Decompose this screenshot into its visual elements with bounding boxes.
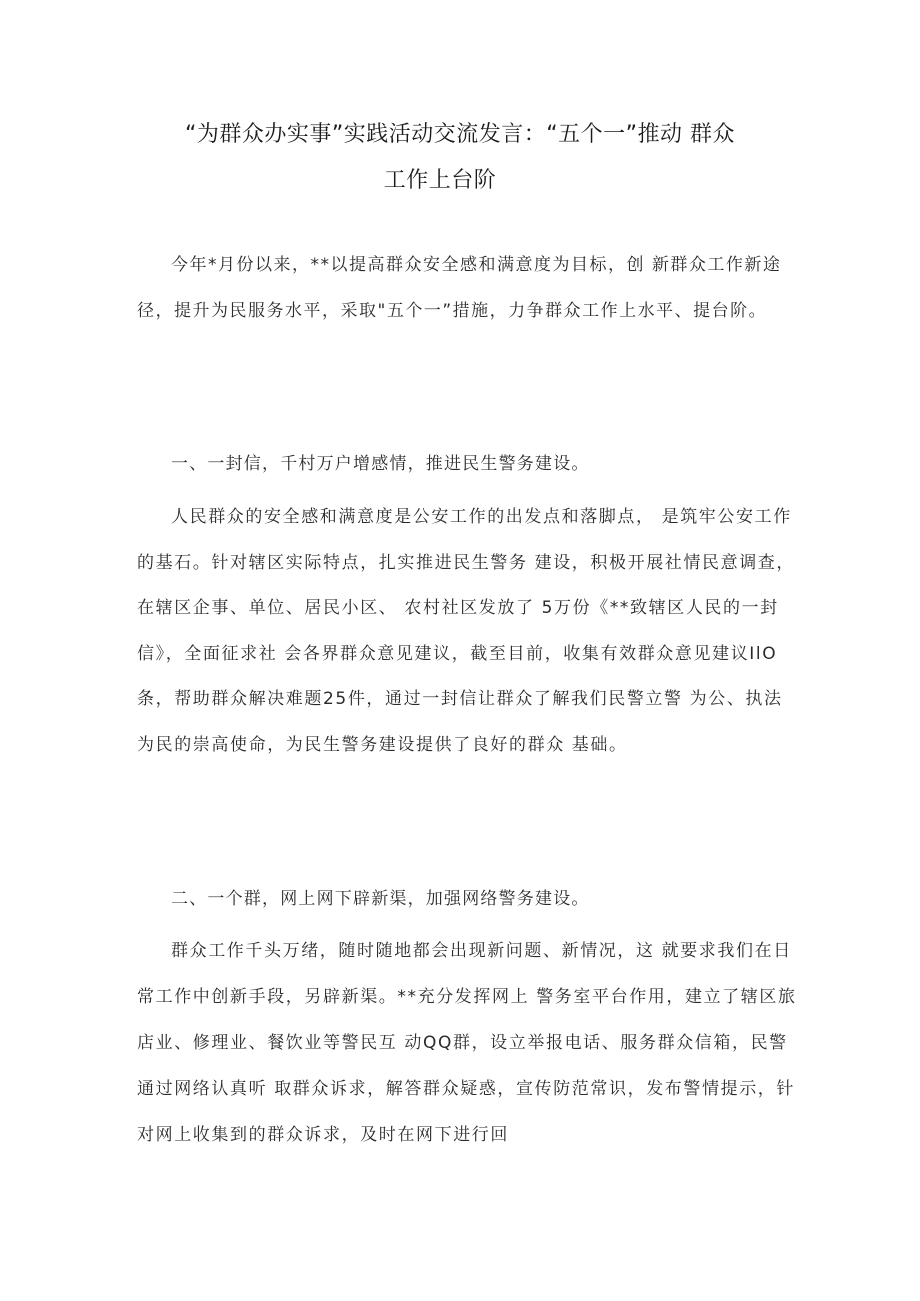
section-1-heading: 一、一封信，千村万户增感情，推进民生警务建设。 [171,454,590,474]
section-1-body: 人民群众的安全感和满意度是公安工作的出发点和落脚点， 是筑牢公安工作的基石。针对辖区实际特点，扎实推进民生警务 建设，积极开展社情民意调查，在辖区企事、单位、居民小区、 农村社区发放了 5万份《**致辖区人民的一封信》，全面征求社 会各界群众意见建议，截至目前，收集有效群众意见建议IlO条，帮助群众解决难题25件，通过一封信让群众了解我们民警立警 为公、执法为民的崇高使命，为民生警务建设提供了良好的群众 基础。 [137,507,796,755]
title-line-1: “为群众办实事”实践活动交流发言：“五个一”推动 群众 [184,122,736,147]
section-2-heading: 二、一个群，网上网下辟新渠，加强网络警务建设。 [171,889,590,909]
document-title [0,112,920,204]
intro-paragraph: 今年*月份以来，**以提高群众安全感和满意度为目标，创 新群众工作新途径，提升为民服务水平，采取"五个一”措施，力争群众工作上水平、提台阶。 [137,255,782,321]
title-line-2: 工作上台阶 [383,168,497,193]
section-2-body: 群众工作千头万绪，随时随地都会出现新问题、新情况，这 就要求我们在日常工作中创新手段，另辟新渠。**充分发挥网上 警务室平台作用，建立了辖区旅店业、修理业、餐饮业等警民互 动QQ群，设立举报电话、服务群众信箱，民警通过网络认真听 取群众诉求，解答群众疑惑，宣传防范常识，发布警情提示，针 对网上收集到的群众诉求，及时在网下进行回 [137,941,797,1145]
